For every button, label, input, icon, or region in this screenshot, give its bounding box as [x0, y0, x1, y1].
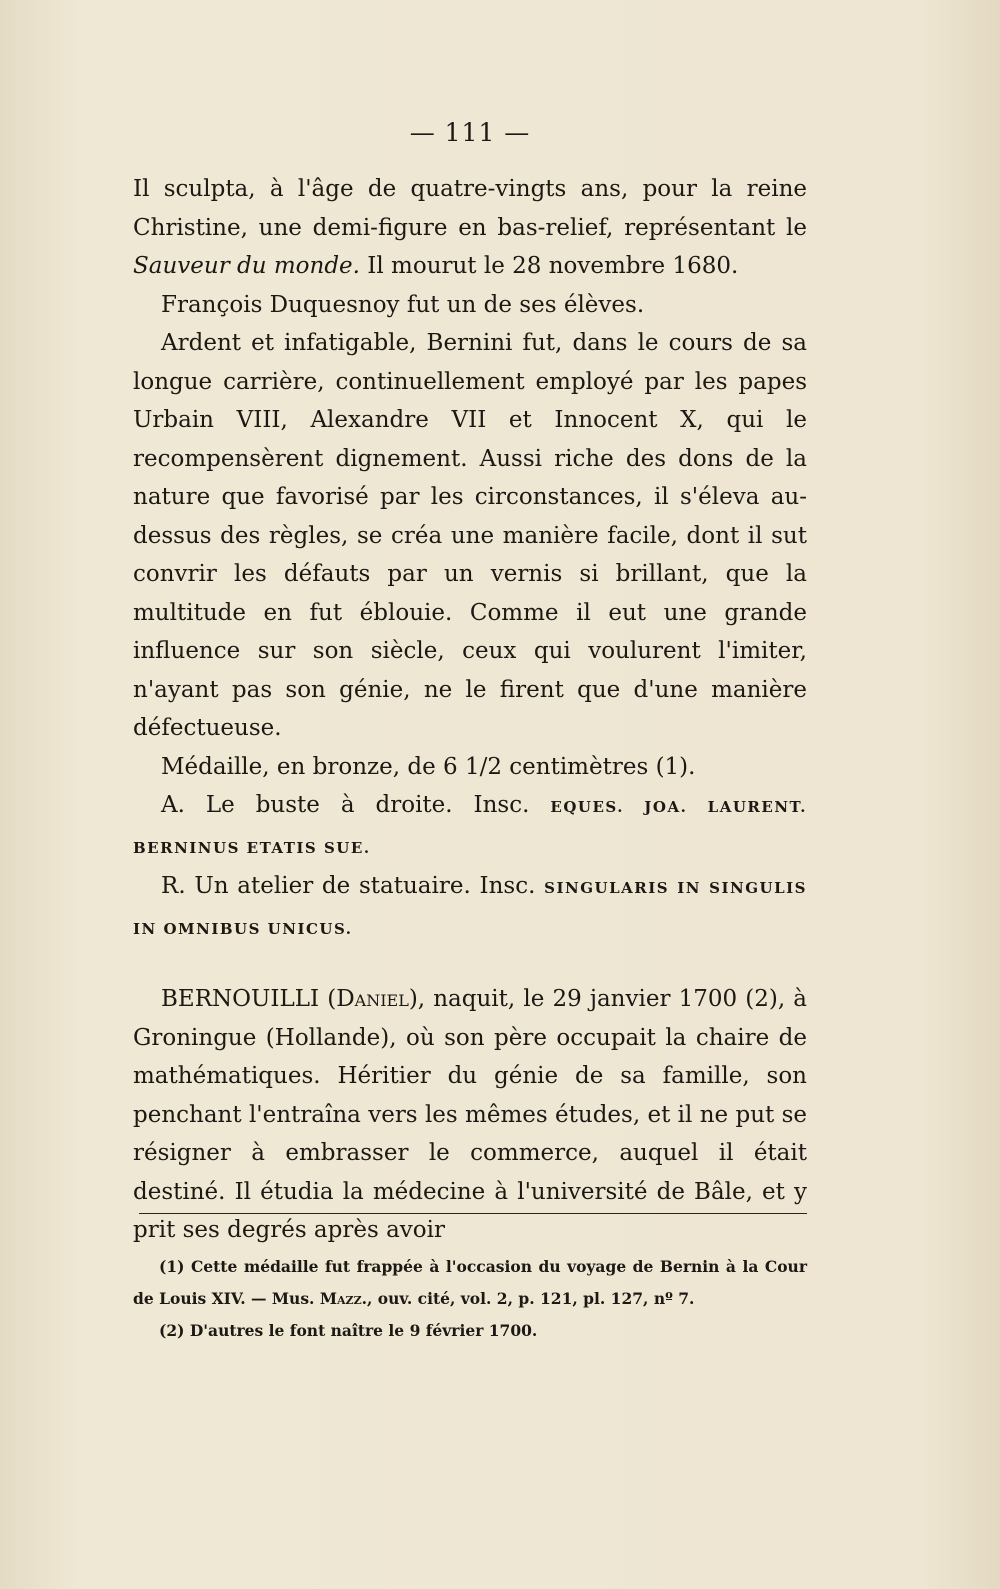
paragraph-sculpture	[133, 170, 807, 286]
paragraph-text: Il mourut le 28 novembre 1680.	[359, 253, 739, 279]
footnotes	[133, 1251, 807, 1347]
italic-title: Sauveur du monde.	[133, 253, 360, 279]
footnote-text: , ouv. cité, vol. 2, p. 121, pl. 127, nº 7.	[367, 1289, 695, 1308]
reverse-inscription: SINGULARIS IN SINGULIS IN OMNIBUS UNICUS.	[133, 879, 807, 938]
footnote-1	[133, 1251, 807, 1315]
footnote-2: (2) D'autres le font naître le 9 février 1700.	[159, 1321, 538, 1340]
paragraph-obverse	[133, 786, 807, 867]
paragraph-text: Il sculpta, à l'âge de quatre-vingts ans, pour la reine Christine, une demi-figure en bas-relief, représentant le	[133, 176, 807, 241]
paragraph-text: ), naquit, le 29 janvier 1700 (2), à Groningue (Hollande), où son père occupait la chaire de mathématiques. Héritier du génie de sa famille, son penchant l'entraîna vers les mêmes études, et il ne put se résigner à embrasser le commerce, auquel il était destiné. Il étudia la médecine à l'université de Bâle, et y prit ses degrés après avoir	[133, 986, 807, 1243]
reverse-label: R. Un atelier de statuaire. Insc.	[161, 873, 545, 899]
paragraph-medal: Médaille, en bronze, de 6 1/2 centimètres (1).	[161, 753, 696, 780]
section-gap	[133, 948, 807, 980]
obverse-inscription: EQUES. JOA. LAURENT. BERNINUS ETATIS SUE.	[133, 798, 807, 857]
obverse-label: A. Le buste à droite. Insc.	[161, 792, 551, 818]
page-number: — 111 —	[409, 118, 531, 147]
entry-first-name: Daniel	[336, 986, 409, 1012]
paragraph-reverse	[133, 867, 807, 948]
paragraph-student: François Duquesnoy fut un de ses élèves.	[161, 291, 645, 318]
paragraph-bernouilli	[133, 980, 807, 1250]
footnote-abbrev: Mazz.	[319, 1289, 367, 1308]
footnote-text: (1) Cette médaille fut frappée à l'occasion du voyage de Bernin à la Cour de Louis XIV. — Mus.	[133, 1257, 807, 1308]
main-text	[133, 170, 807, 1250]
entry-name: BERNOUILLI (	[161, 986, 337, 1012]
paragraph-career: Ardent et infatigable, Bernini fut, dans le cours de sa longue carrière, continuellement employé par les papes Urbain VIII, Alexandre VII et Innocent X, qui le recompensèrent dignement. Aussi riche des dons de la nature que favorisé par les circonstances, il s'éleva au-dessus des règles, se créa une manière facile, dont il sut convrir les défauts par un vernis si brillant, que la multitude en fut éblouie. Comme il eut une grande influence sur son siècle, ceux qui voulurent l'imiter, n'ayant pas son génie, ne le firent que d'une manière défectueuse.	[133, 330, 807, 741]
footnote-divider	[139, 1213, 807, 1214]
